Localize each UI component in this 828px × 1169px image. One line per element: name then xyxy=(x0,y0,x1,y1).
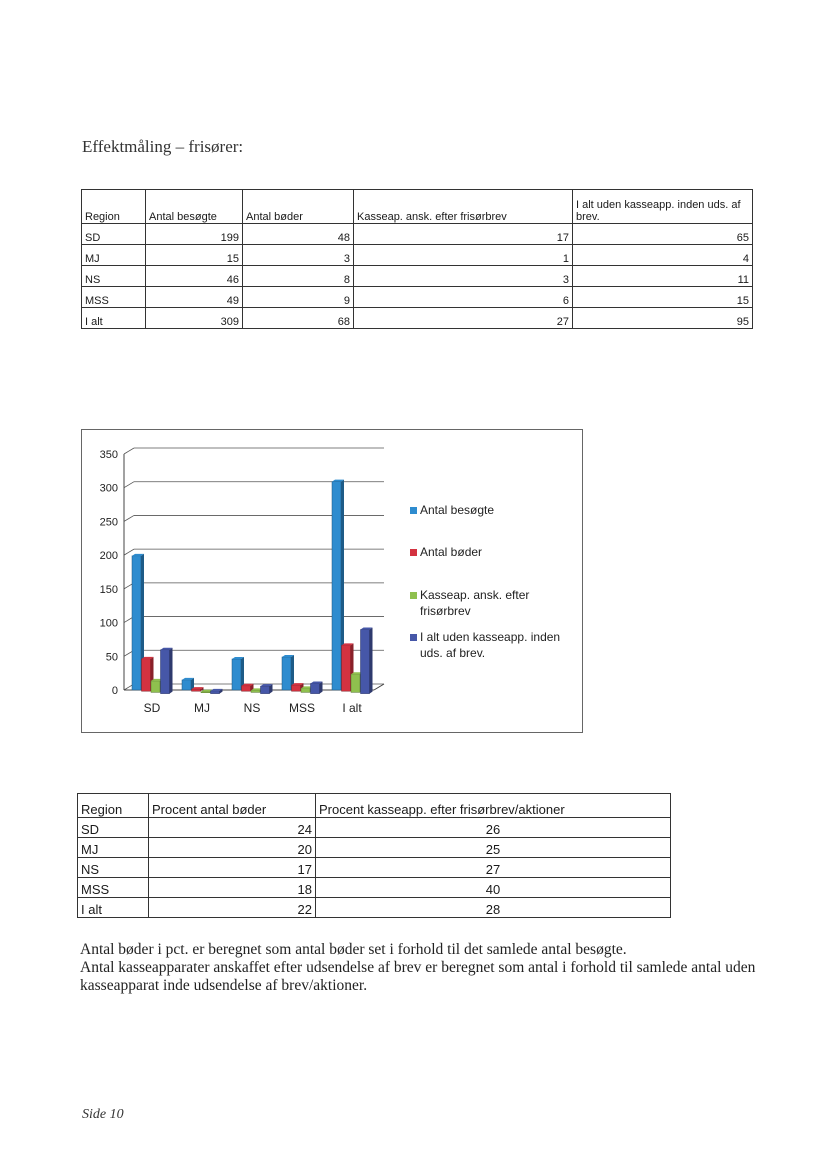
table-row xyxy=(82,308,753,329)
col-header-region: Region xyxy=(82,190,146,224)
legend-label: Antal besøgte xyxy=(420,503,495,517)
y-tick-label: 100 xyxy=(99,617,118,630)
bar xyxy=(342,645,351,691)
percent-table xyxy=(77,793,671,918)
value-cell: 95 xyxy=(573,308,753,329)
bar xyxy=(251,690,260,692)
note-cash-register: Antal kasseapparater anskaffet efter udsendelse af brev er beregnet som antal i forhold til samlede antal uden kasseapparat inde udsendelse af brev/aktioner. xyxy=(80,959,756,994)
y-tick-label: 250 xyxy=(99,516,118,529)
y-tick-label: 0 xyxy=(111,685,118,697)
value-cell: 4 xyxy=(573,245,753,266)
col-header-region: Region xyxy=(78,794,149,818)
region-cell: MSS xyxy=(78,878,149,898)
legend-label: frisørbrev xyxy=(420,604,471,618)
table-row xyxy=(78,818,671,838)
y-tick-label: 150 xyxy=(99,583,118,596)
bar xyxy=(261,686,270,693)
bar xyxy=(361,630,370,694)
table-row xyxy=(78,838,671,858)
bar xyxy=(151,681,160,692)
bar xyxy=(132,556,141,690)
table-row xyxy=(82,245,753,266)
value-cell: 48 xyxy=(243,224,354,245)
col-header-percent-fines: Procent antal bøder xyxy=(149,794,316,818)
legend-swatch xyxy=(410,549,417,556)
grid-diagonal xyxy=(124,448,134,454)
value-cell: 9 xyxy=(243,287,354,308)
table-row xyxy=(82,266,753,287)
page-heading: Effektmåling – frisører: xyxy=(82,137,244,156)
value-cell: 26 xyxy=(316,818,671,838)
bar xyxy=(161,650,170,694)
bar-chart-svg xyxy=(82,430,582,732)
floor-edge xyxy=(374,684,384,690)
bar xyxy=(311,683,320,693)
bar xyxy=(201,692,210,693)
value-cell: 6 xyxy=(354,287,573,308)
bar-chart xyxy=(81,429,583,733)
table-header-row xyxy=(78,794,671,818)
value-cell: 1 xyxy=(354,245,573,266)
value-cell: 49 xyxy=(146,287,243,308)
col-header-visited: Antal besøgte xyxy=(146,190,243,224)
legend-label: Kasseap. ansk. efter xyxy=(420,588,530,602)
value-cell: 3 xyxy=(354,266,573,287)
y-tick-label: 200 xyxy=(99,550,118,563)
bar xyxy=(301,688,310,692)
legend-swatch xyxy=(410,507,417,514)
region-cell: I alt xyxy=(78,898,149,918)
bar-side xyxy=(170,648,173,694)
value-cell: 11 xyxy=(573,266,753,287)
col-header-cash-register: Kasseap. ansk. efter frisørbrev xyxy=(354,190,573,224)
bar xyxy=(282,657,291,690)
bar xyxy=(182,680,191,690)
value-cell: 20 xyxy=(149,838,316,858)
bar xyxy=(242,686,251,691)
value-cell: 65 xyxy=(573,224,753,245)
value-cell: 309 xyxy=(146,308,243,329)
region-cell: NS xyxy=(78,858,149,878)
grid-diagonal xyxy=(124,482,134,488)
bar xyxy=(232,659,241,690)
bar xyxy=(192,689,201,691)
value-cell: 17 xyxy=(354,224,573,245)
col-header-total-without: I alt uden kasseapp. inden uds. af brev. xyxy=(573,190,753,224)
col-header-fines: Antal bøder xyxy=(243,190,354,224)
value-cell: 15 xyxy=(146,245,243,266)
grid-diagonal xyxy=(124,515,134,521)
x-tick-label: MSS xyxy=(288,701,316,715)
value-cell: 15 xyxy=(573,287,753,308)
value-cell: 22 xyxy=(149,898,316,918)
value-cell: 199 xyxy=(146,224,243,245)
note-fines: Antal bøder i pct. er beregnet som antal bøder set i forhold til det samlede antal besøgte. xyxy=(80,941,627,958)
region-cell: NS xyxy=(82,266,146,287)
legend-swatch xyxy=(410,634,417,641)
table-row xyxy=(78,898,671,918)
effect-table xyxy=(81,189,753,329)
legend-label: I alt uden kasseapp. inden xyxy=(420,630,561,644)
table-row xyxy=(78,878,671,898)
value-cell: 46 xyxy=(146,266,243,287)
region-cell: SD xyxy=(82,224,146,245)
value-cell: 28 xyxy=(316,898,671,918)
bar xyxy=(142,659,151,691)
y-tick-label: 300 xyxy=(99,482,118,495)
table-row xyxy=(78,858,671,878)
value-cell: 17 xyxy=(149,858,316,878)
region-cell: I alt xyxy=(82,308,146,329)
table-row xyxy=(82,287,753,308)
notes xyxy=(80,941,780,995)
col-header-percent-cash-register: Procent kasseapp. efter frisørbrev/aktioner xyxy=(316,794,671,818)
x-tick-label: I alt xyxy=(342,701,362,715)
region-cell: MJ xyxy=(78,838,149,858)
bar xyxy=(332,482,341,690)
region-cell: MJ xyxy=(82,245,146,266)
x-tick-label: NS xyxy=(243,701,261,715)
legend-label: Antal bøder xyxy=(420,545,483,559)
page-number: Side 10 xyxy=(82,1107,124,1122)
bar-side xyxy=(370,628,373,694)
value-cell: 40 xyxy=(316,878,671,898)
value-cell: 68 xyxy=(243,308,354,329)
bar-side xyxy=(320,681,323,693)
value-cell: 24 xyxy=(149,818,316,838)
legend-label: uds. af brev. xyxy=(420,646,486,660)
value-cell: 8 xyxy=(243,266,354,287)
value-cell: 27 xyxy=(354,308,573,329)
value-cell: 27 xyxy=(316,858,671,878)
region-cell: MSS xyxy=(82,287,146,308)
value-cell: 18 xyxy=(149,878,316,898)
x-tick-label: SD xyxy=(143,701,161,715)
table-header-row xyxy=(82,190,753,224)
value-cell: 25 xyxy=(316,838,671,858)
value-cell: 3 xyxy=(243,245,354,266)
table-row xyxy=(82,224,753,245)
x-tick-label: MJ xyxy=(194,701,210,715)
y-tick-label: 350 xyxy=(99,449,118,461)
bar xyxy=(292,685,301,691)
bar xyxy=(211,691,220,694)
legend-swatch xyxy=(410,592,417,599)
grid-diagonal xyxy=(124,549,134,555)
region-cell: SD xyxy=(78,818,149,838)
bar xyxy=(351,674,360,692)
y-tick-label: 50 xyxy=(105,651,118,664)
